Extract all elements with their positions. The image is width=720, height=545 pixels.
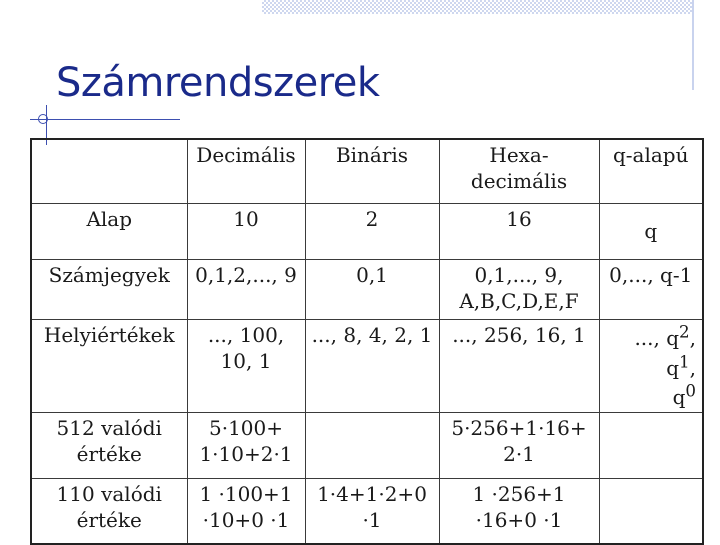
cell-512-decimal <box>187 413 305 479</box>
cell-base-decimal: 10 <box>187 203 305 259</box>
cell-place-hex: ..., 256, 16, 1 <box>439 319 599 413</box>
v512-dec-line-2: 1·10+2·1 <box>199 442 293 467</box>
v512-hex-line-1: 5·256+1·16+ <box>451 416 587 441</box>
cell-place-decimal <box>187 319 305 413</box>
cell-digits-q: 0,..., q-1 <box>599 259 703 319</box>
cell-digits-hex <box>439 259 599 319</box>
slide-title: Számrendszerek <box>56 60 380 106</box>
column-header-hexadecimal <box>439 139 599 203</box>
place-q-line-1: ..., $q^2$, $q^1$, <box>634 322 696 380</box>
hex-digits-line-1: 0,1,..., 9, <box>474 262 564 287</box>
cell-512-q <box>599 413 703 479</box>
place-decimal-line-2: 10, 1 <box>220 348 272 373</box>
row-label-base: Alap <box>31 203 187 259</box>
v110-hex-line-2: ·16+0 ·1 <box>475 508 563 533</box>
cell-110-q <box>599 479 703 544</box>
place-decimal-line-1: ..., 100, <box>207 322 285 347</box>
hex-digits-line-2: A,B,C,D,E,F <box>459 288 579 313</box>
column-header-q-base: q-alapú <box>599 139 703 203</box>
cell-digits-decimal: 0,1,2,..., 9 <box>187 259 305 319</box>
column-header-binary: Bináris <box>305 139 439 203</box>
title-underline-decoration <box>30 119 180 120</box>
row-label-512 <box>31 413 187 479</box>
table-row <box>31 319 703 413</box>
v110-bin-line-1: 1·4+1·2+0 <box>317 482 427 507</box>
row-label-digits: Számjegyek <box>31 259 187 319</box>
cell-110-binary <box>305 479 439 544</box>
cell-110-decimal <box>187 479 305 544</box>
decorative-checker-band <box>262 0 692 14</box>
label-512-line-2: értéke <box>76 442 142 467</box>
crosshair-circle-decoration <box>38 114 48 124</box>
v110-hex-line-1: 1 ·256+1 <box>472 482 566 507</box>
label-110-line-1: 110 valódi <box>56 482 162 507</box>
cell-base-binary: 2 <box>305 203 439 259</box>
label-110-line-2: értéke <box>76 508 142 533</box>
number-systems-table <box>30 138 704 545</box>
header-corner-cell <box>31 139 187 203</box>
row-label-place-values: Helyiértékek <box>31 319 187 413</box>
table-row <box>31 479 703 544</box>
v110-dec-line-2: ·10+0 ·1 <box>202 508 290 533</box>
cell-110-hex <box>439 479 599 544</box>
table-row <box>31 413 703 479</box>
decorative-vertical-line <box>692 0 694 90</box>
cell-place-q <box>599 319 703 413</box>
row-label-110 <box>31 479 187 544</box>
cell-512-hex <box>439 413 599 479</box>
hexa-line-2: decimális <box>470 169 568 193</box>
place-q-line-2: $q^0$ <box>672 381 696 410</box>
cell-place-binary: ..., 8, 4, 2, 1 <box>305 319 439 413</box>
cell-512-binary <box>305 413 439 479</box>
label-512-line-1: 512 valódi <box>56 416 162 441</box>
column-header-decimal: Decimális <box>187 139 305 203</box>
table-row <box>31 259 703 319</box>
v512-hex-line-2: 2·1 <box>503 442 535 467</box>
v110-bin-line-2: ·1 <box>362 508 382 533</box>
v512-dec-line-1: 5·100+ <box>208 416 283 441</box>
table-header-row <box>31 139 703 203</box>
table-row <box>31 203 703 259</box>
cell-digits-binary: 0,1 <box>305 259 439 319</box>
cell-base-q: q <box>599 203 703 259</box>
v110-dec-line-1: 1 ·100+1 <box>199 482 293 507</box>
cell-base-hex: 16 <box>439 203 599 259</box>
hexa-line-1: Hexa- <box>489 143 549 167</box>
